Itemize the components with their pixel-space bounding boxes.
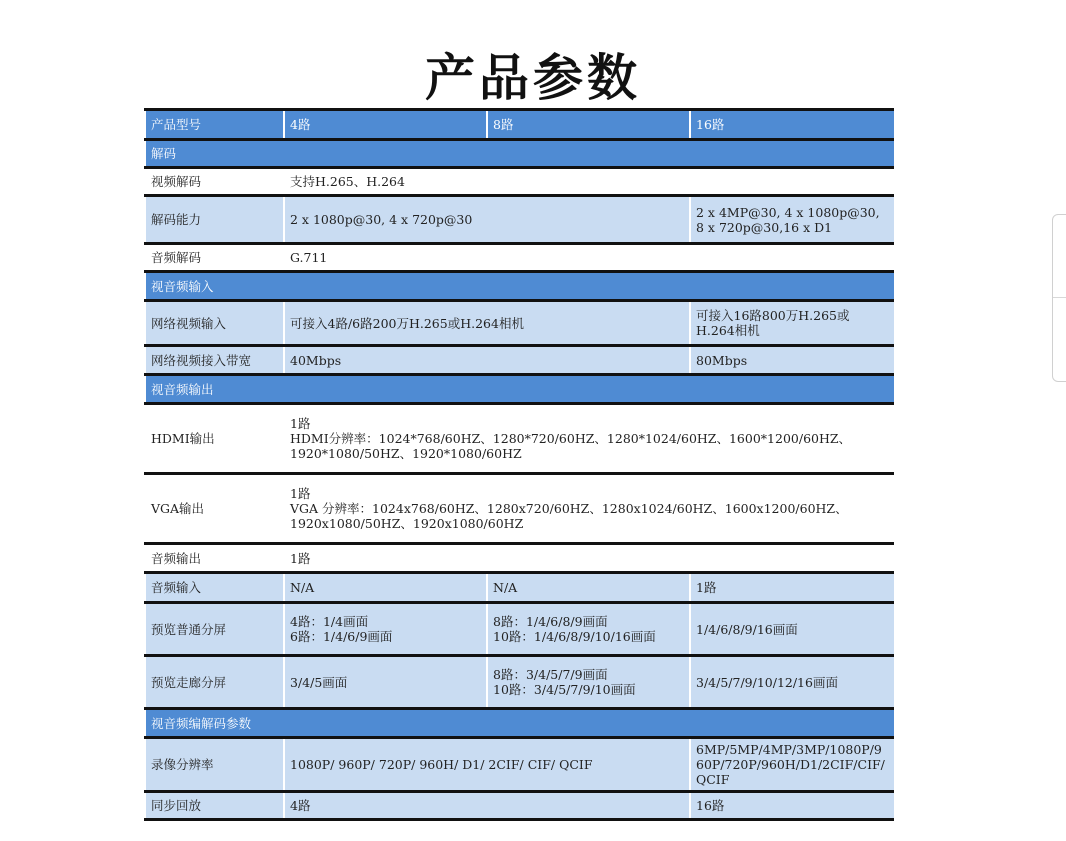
value-line: 可接入16路800万H.265或 <box>696 308 850 323</box>
row-label: 录像分辨率 <box>145 738 284 792</box>
table-row <box>145 792 894 820</box>
table-row <box>145 346 894 375</box>
row-value: 可接入4路/6路200万H.265或H.264相机 <box>284 301 690 346</box>
row-value-16ch: 80Mbps <box>690 346 894 375</box>
row-value-16ch <box>690 196 894 244</box>
row-label: 预览普通分屏 <box>145 603 284 656</box>
value-line: 8路：1/4/6/8/9画面 <box>493 614 608 629</box>
value-line: 6路：1/4/6/9画面 <box>290 629 393 644</box>
section-title: 解码 <box>145 140 894 168</box>
row-label: 预览走廊分屏 <box>145 656 284 709</box>
row-label: 网络视频接入带宽 <box>145 346 284 375</box>
row-value: G.711 <box>284 244 894 272</box>
table-row <box>145 244 894 272</box>
header-label: 产品型号 <box>145 110 284 140</box>
row-value-16ch: 6MP/5MP/4MP/3MP/1080P/960P/720P/960H/D1/2CIF/CIF/QCIF <box>690 738 894 792</box>
table-row <box>145 656 894 709</box>
row-value <box>284 474 894 544</box>
section-title: 视音频输出 <box>145 375 894 404</box>
row-label: 音频输入 <box>145 573 284 603</box>
table-row <box>145 603 894 656</box>
row-label: 音频输出 <box>145 544 284 573</box>
section-title: 视音频编解码参数 <box>145 709 894 738</box>
scroll-widget-divider <box>1053 297 1066 298</box>
header-col-16ch: 16路 <box>690 110 894 140</box>
row-label: 网络视频输入 <box>145 301 284 346</box>
value-line: H.264相机 <box>696 323 760 338</box>
row-label: 音频解码 <box>145 244 284 272</box>
header-col-4ch: 4路 <box>284 110 487 140</box>
row-label: VGA输出 <box>145 474 284 544</box>
row-value-16ch: 1/4/6/8/9/16画面 <box>690 603 894 656</box>
row-label: HDMI输出 <box>145 404 284 474</box>
row-value: 2 x 1080p@30, 4 x 720p@30 <box>284 196 690 244</box>
value-line: 8 x 720p@30,16 x D1 <box>696 219 833 235</box>
table-row <box>145 544 894 573</box>
value-line: 10路：3/4/5/7/9/10画面 <box>493 682 636 697</box>
value-line: 1920x1080/50HZ、1920x1080/60HZ <box>290 516 524 531</box>
row-value-8ch <box>487 603 690 656</box>
section-row-av-output <box>145 375 894 404</box>
row-label: 视频解码 <box>145 168 284 196</box>
row-value: 4路 <box>284 792 690 820</box>
value-line: 10路：1/4/6/8/9/10/16画面 <box>493 629 656 644</box>
section-title: 视音频输入 <box>145 272 894 301</box>
table-row <box>145 738 894 792</box>
row-label: 同步回放 <box>145 792 284 820</box>
value-line: VGA 分辨率：1024x768/60HZ、1280x720/60HZ、1280x1024/60HZ、1600x1200/60HZ、 <box>290 501 848 516</box>
row-label: 解码能力 <box>145 196 284 244</box>
row-value-16ch: 1路 <box>690 573 894 603</box>
section-row-av-input <box>145 272 894 301</box>
row-value-4ch: N/A <box>284 573 487 603</box>
value-line: 1路 <box>290 416 311 431</box>
value-line: 8路：3/4/5/7/9画面 <box>493 667 608 682</box>
table-header-row <box>145 110 894 140</box>
table-row <box>145 301 894 346</box>
row-value-8ch: N/A <box>487 573 690 603</box>
value-line: 1路 <box>290 486 311 501</box>
row-value: 1路 <box>284 544 894 573</box>
value-line: 2 x 4MP@30, 4 x 1080p@30, <box>696 204 880 220</box>
row-value-8ch <box>487 656 690 709</box>
page-title: 产品参数 <box>425 49 641 107</box>
row-value-4ch: 3/4/5画面 <box>284 656 487 709</box>
row-value-16ch: 3/4/5/7/9/10/12/16画面 <box>690 656 894 709</box>
value-line: HDMI分辨率：1024*768/60HZ、1280*720/60HZ、1280*1024/60HZ、1600*1200/60HZ、 <box>290 431 852 446</box>
table-row <box>145 196 894 244</box>
table-row <box>145 404 894 474</box>
table-row <box>145 573 894 603</box>
table-row <box>145 168 894 196</box>
value-line: 4路：1/4画面 <box>290 614 369 629</box>
row-value: 1080P/ 960P/ 720P/ 960H/ D1/ 2CIF/ CIF/ QCIF <box>284 738 690 792</box>
row-value-16ch: 16路 <box>690 792 894 820</box>
side-scroll-widget[interactable] <box>1052 214 1066 382</box>
section-row-av-codec <box>145 709 894 738</box>
row-value: 支持H.265、H.264 <box>284 168 894 196</box>
value-line: 1920*1080/50HZ、1920*1080/60HZ <box>290 446 522 461</box>
spec-table <box>144 108 894 821</box>
section-row-decode <box>145 140 894 168</box>
row-value <box>284 404 894 474</box>
row-value: 40Mbps <box>284 346 690 375</box>
row-value-16ch <box>690 301 894 346</box>
row-value-4ch <box>284 603 487 656</box>
header-col-8ch: 8路 <box>487 110 690 140</box>
table-row <box>145 474 894 544</box>
